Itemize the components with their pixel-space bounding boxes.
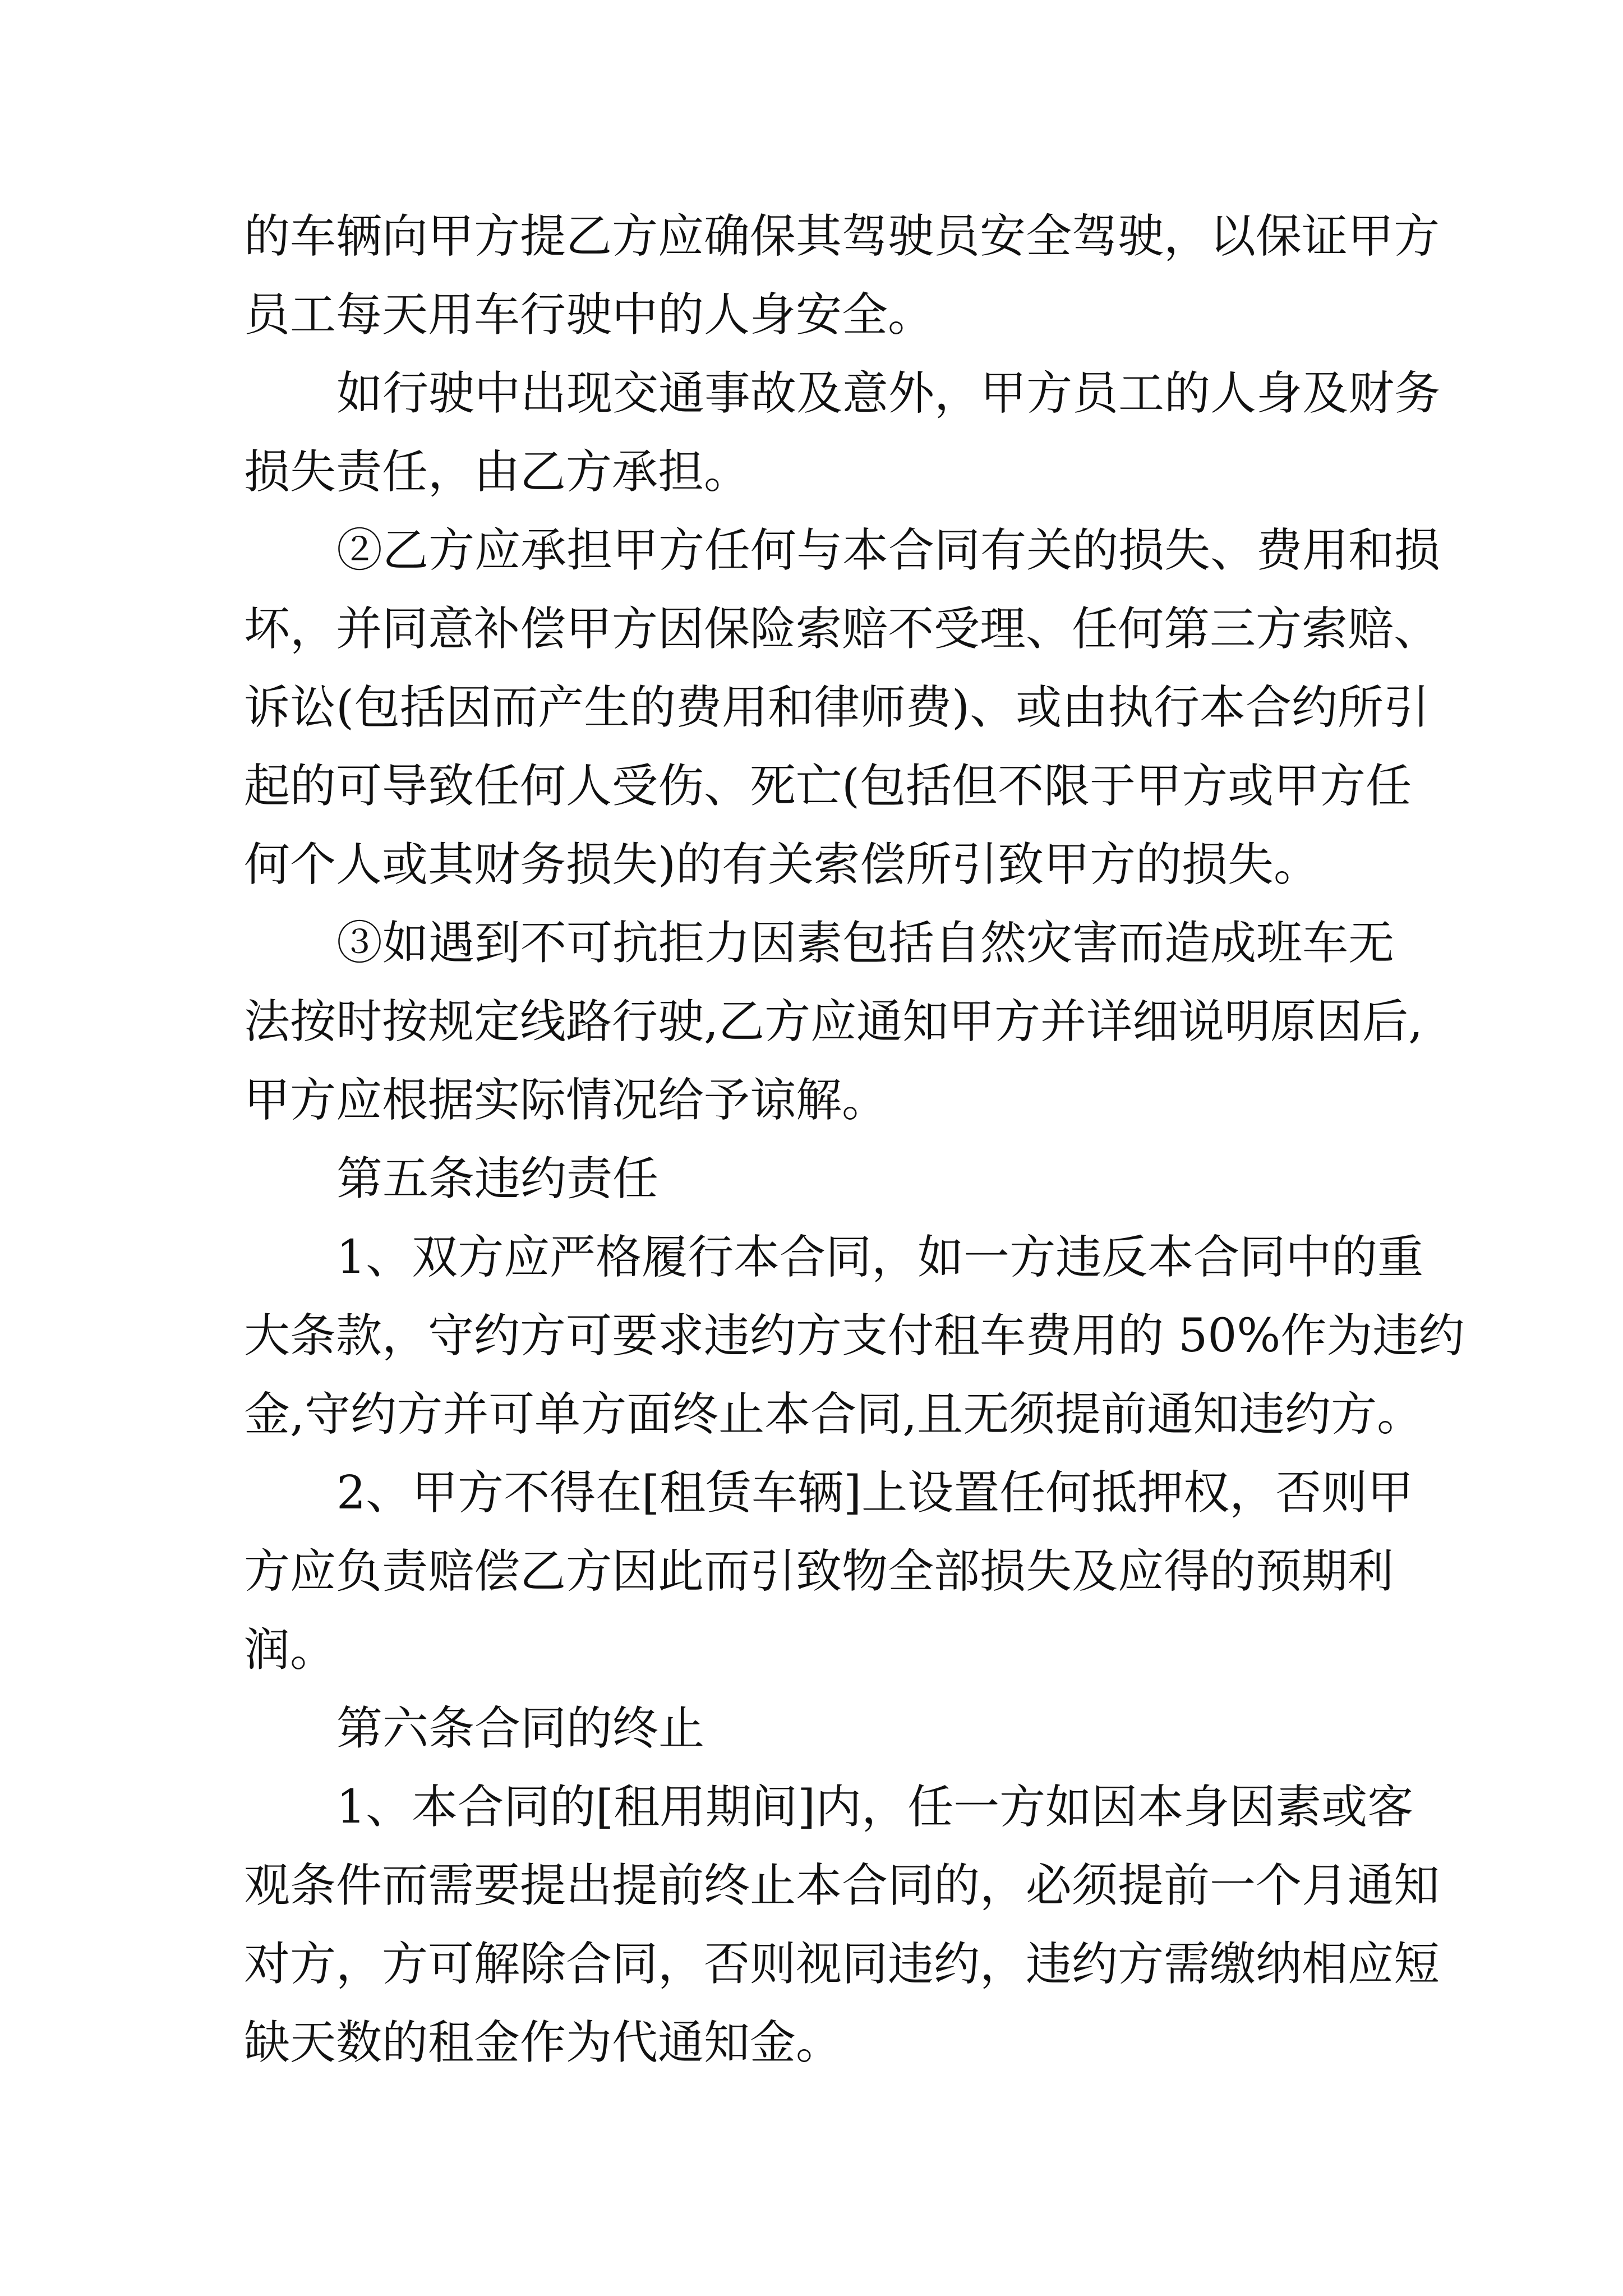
text-line-3: 如行驶中出现交通事故及意外，甲方员工的人身及财务 (336, 367, 1441, 420)
text-line-23: 对方，方可解除合同，否则视同违约，违约方需缴纳相应短 (244, 1938, 1440, 1991)
text-line-2: 员工每天用车行驶中的人身安全。 (244, 288, 934, 342)
text-line-17: 2、甲方不得在[租赁车辆]上设置任何抵押权，否则甲 (336, 1466, 1414, 1520)
text-line-24: 缺天数的租金作为代通知金。 (244, 2016, 842, 2069)
text-line-6: 坏，并同意补偿甲方因保险索赔不受理、任何第三方索赔、 (244, 602, 1440, 656)
section-heading-5: 第五条违约责任 (336, 1152, 659, 1205)
section-heading-6: 第六条合同的终止 (336, 1702, 705, 1755)
text-line-8: 起的可导致任何人受伤、死亡(包括但不限于甲方或甲方任 (244, 760, 1412, 813)
text-line-16: 金,守约方并可单方面终止本合同,且无须提前通知违约方。 (244, 1388, 1423, 1441)
text-line-10: ③如遇到不可抗拒力因素包括自然灾害而造成班车无 (336, 917, 1395, 970)
text-line-14: 1、双方应严格履行本合同，如一方违反本合同中的重 (336, 1231, 1424, 1284)
text-line-18: 方应负责赔偿乙方因此而引致物全部损失及应得的预期利 (244, 1545, 1394, 1598)
text-line-21: 1、本合同的[租用期间]内，任一方如因本身因素或客 (336, 1780, 1414, 1834)
text-line-5: ②乙方应承担甲方任何与本合同有关的损失、费用和损 (336, 524, 1441, 577)
text-line-9: 何个人或其财务损失)的有关索偿所引致甲方的损失。 (244, 838, 1320, 891)
text-line-11: 法按时按规定线路行驶,乙方应通知甲方并详细说明原因后, (244, 995, 1423, 1048)
text-line-1: 的车辆向甲方提乙方应确保其驾驶员安全驾驶，以保证甲方 (244, 210, 1440, 263)
text-line-22: 观条件而需要提出提前终止本合同的，必须提前一个月通知 (244, 1859, 1440, 1912)
text-line-12: 甲方应根据实际情况给予谅解。 (244, 1074, 888, 1127)
text-line-4: 损失责任，由乙方承担。 (244, 445, 750, 499)
text-line-19: 润。 (244, 1623, 336, 1677)
text-line-15: 大条款，守约方可要求违约方支付租车费用的 50%作为违约 (244, 1309, 1465, 1363)
text-line-7: 诉讼(包括因而产生的费用和律师费)、或由执行本合约所引 (244, 681, 1430, 734)
